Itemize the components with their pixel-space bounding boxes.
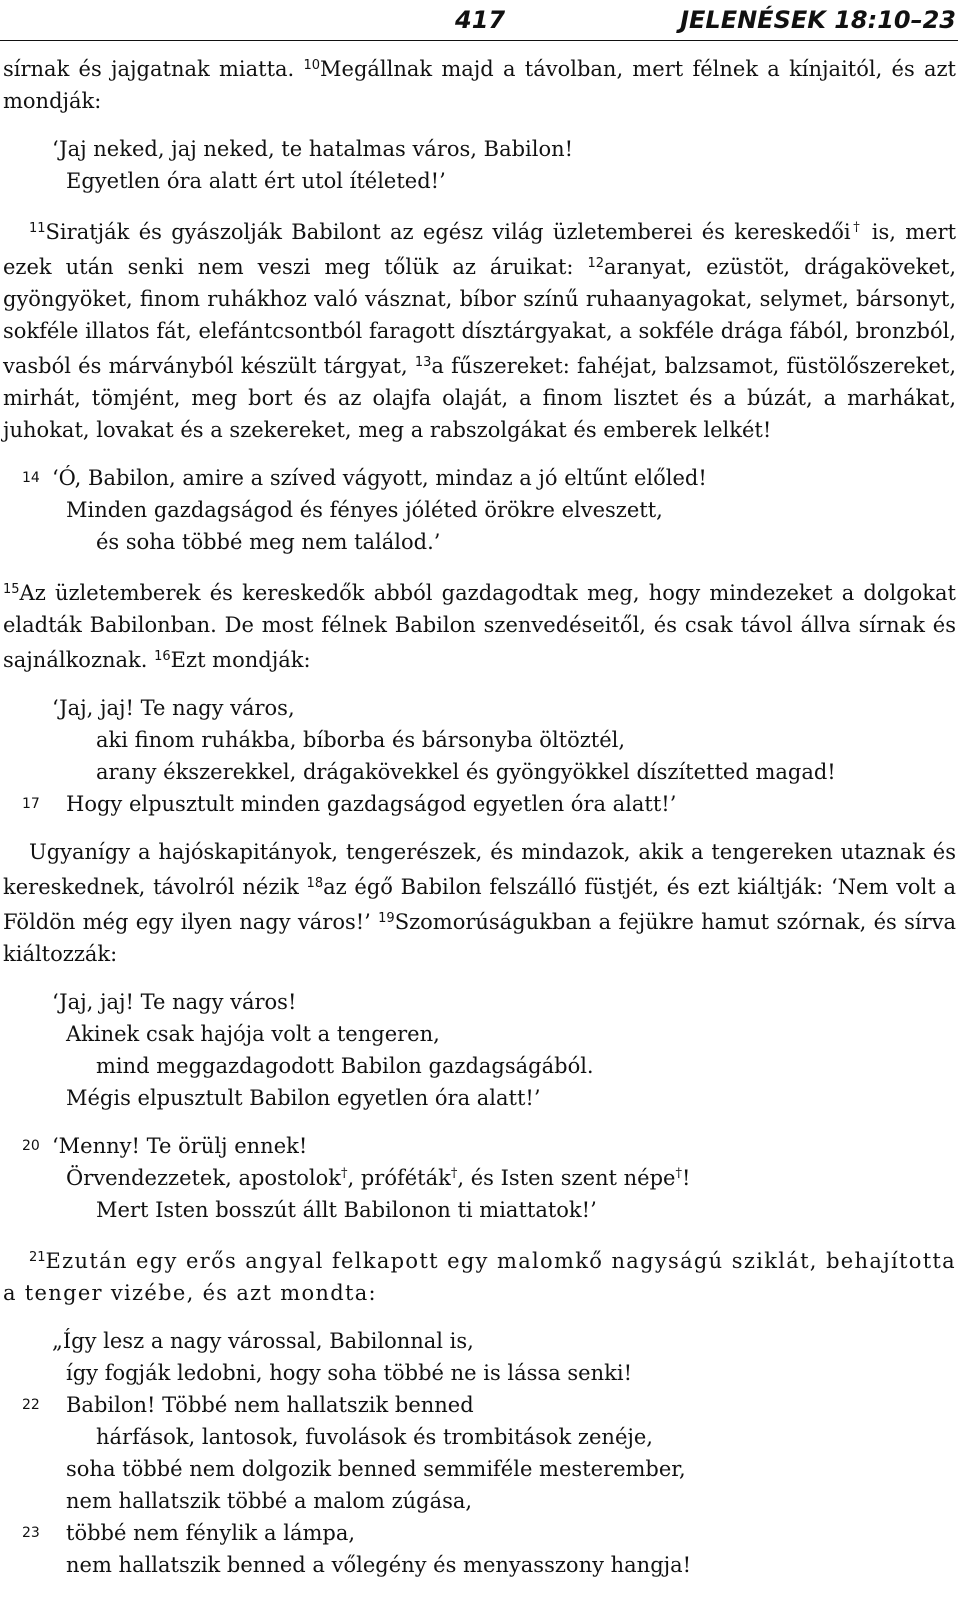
poem-line: így fogják ledobni, hogy soha többé ne is lássa senki! (66, 1361, 633, 1385)
text: ‘Ó, Babilon, amire a szíved vágyott, mindaz a jó eltűnt előled! (52, 466, 707, 490)
margin-verse-number: 23 (22, 1525, 40, 1541)
poem-line (0, 1162, 958, 1194)
text: Ugyanígy a hajóskapitányok, tengerészek, és mindazok, akik a tengereken utaznak és kereskednek, távolról nézik (3, 840, 956, 899)
footnote-dagger[interactable]: † (450, 1166, 458, 1181)
poem-line: nem hallatszik többé a malom zúgása, (66, 1489, 473, 1513)
verse-number: 11 (29, 221, 46, 236)
text: az égő Babilon felszálló füstjét, és ezt kiáltják: ‘Nem volt a Földön még egy ilyen nagy város!’ (3, 875, 956, 934)
text: Babilon! Többé nem hallatszik benned (66, 1393, 474, 1417)
verse-number: 12 (587, 256, 605, 271)
text: , próféták (347, 1166, 451, 1190)
text: ! (681, 1166, 691, 1190)
text: sírnak és jajgatnak miatta. (3, 57, 304, 81)
poem-line (0, 1517, 958, 1549)
poem-verse-14 (0, 462, 958, 558)
poem-line: Mert Isten bosszút állt Babilonon ti miattatok!’ (96, 1198, 597, 1222)
running-header (0, 4, 958, 41)
poem-line: ‘Jaj neked, jaj neked, te hatalmas város, Babilon! (52, 137, 574, 161)
text: aranyat, ezüstöt, drágaköveket, gyöngyöket, finom ruhákhoz való vásznat, bíbor színű ruhaanyagokat, selymet, bársonyt, sokféle illatos fát, elefántcsontból faragott dísztárgyakat, a sokféle drága fából, bronzból, vasból és márványból készült tárgyat, (3, 255, 956, 378)
scripture-text (0, 50, 958, 1597)
verse-number: 13 (414, 355, 432, 370)
poem-line: hárfások, lantosok, fuvolások és trombitások zenéje, (96, 1425, 653, 1449)
poem-line: mind meggazdagodott Babilon gazdagságából. (96, 1054, 594, 1078)
paragraph-verse-15 (0, 574, 958, 676)
text: is, mert ezek után senki nem veszi meg tőlük az áruikat: (3, 220, 957, 279)
poem-line: és soha többé meg nem találod.’ (96, 530, 441, 554)
margin-verse-number: 20 (22, 1138, 40, 1154)
text: többé nem fénylik a lámpa, (66, 1521, 356, 1545)
text: Az üzletemberek és kereskedők abból gazdagodtak meg, hogy mindezeket a dolgokat eladták Babilonban. De most félnek Babilon szenvedéseitől, és csak távol állva sírnak és sajnálkoznak. (3, 581, 956, 672)
paragraph-verse-17 (0, 836, 958, 970)
poem-line: Akinek csak hajója volt a tengeren, (66, 1022, 440, 1046)
footnote-dagger[interactable]: † (341, 1166, 348, 1181)
text: Ezt mondják: (170, 648, 311, 672)
poem-line (0, 1389, 958, 1421)
footnote-dagger[interactable]: † (850, 220, 863, 235)
verse-number: 10 (303, 58, 321, 73)
text: ‘Menny! Te örülj ennek! (52, 1134, 308, 1158)
text: Örvendezzetek, apostolok (66, 1166, 341, 1190)
poem-line: ‘Jaj, jaj! Te nagy város, (52, 696, 295, 720)
text: Siratják és gyászolják Babilont az egész világ üzletemberei és kereskedői (45, 220, 851, 244)
poem-line: „Így lesz a nagy várossal, Babilonnal is, (52, 1329, 474, 1353)
poem-line (0, 788, 958, 820)
text: Megállnak majd a távolban, mert félnek a kínjaitól, és azt mondják: (3, 57, 956, 113)
verse-number: 16 (154, 649, 171, 664)
text: a fűszereket: fahéjat, balzsamot, füstölőszereket, mirhát, tömjént, meg bort és az olajfa olaját, a finom lisztet és a búzát, a marhákat, juhokat, lovakat és a szekereket, meg a rabszolgákat és emberek lelkét! (3, 354, 957, 442)
verse-number: 18 (306, 876, 324, 891)
text: , és Isten szent népe (457, 1166, 676, 1190)
poem-line: aki finom ruhákba, bíborba és bársonyba öltöztél, (96, 728, 626, 752)
poem-verse-21 (0, 1325, 958, 1581)
margin-verse-number: 17 (22, 796, 40, 812)
poem-line: nem hallatszik benned a vőlegény és menyasszony hangja! (66, 1553, 692, 1577)
footnote-dagger[interactable]: † (675, 1166, 682, 1181)
paragraph-verse-21 (0, 1242, 958, 1309)
verse-number: 19 (378, 911, 395, 926)
poem-line (0, 462, 958, 494)
text: Hogy elpusztult minden gazdagságod egyetlen óra alatt!’ (66, 792, 677, 816)
poem-verse-16 (0, 692, 958, 820)
poem-line: arany ékszerekkel, drágakövekkel és gyöngyökkel díszítetted magad! (96, 760, 836, 784)
page-number: 417 (455, 6, 506, 34)
margin-verse-number: 14 (22, 470, 40, 486)
margin-verse-number: 22 (22, 1397, 40, 1413)
poem-line: soha többé nem dolgozik benned semmiféle mesterember, (66, 1457, 686, 1481)
poem-verse-10 (0, 133, 958, 197)
poem-line (0, 1130, 958, 1162)
paragraph-verse-11 (0, 213, 958, 446)
poem-line: ‘Jaj, jaj! Te nagy város! (52, 990, 297, 1014)
poem-line: Mégis elpusztult Babilon egyetlen óra alatt!’ (66, 1086, 541, 1110)
verse-number: 15 (3, 582, 20, 597)
verse-number: 21 (29, 1250, 46, 1265)
poem-line: Minden gazdagságod és fényes jóléted örökre elveszett, (66, 498, 663, 522)
poem-verse-19 (0, 986, 958, 1226)
poem-line: Egyetlen óra alatt ért utol ítéleted!’ (66, 169, 446, 193)
paragraph-verse-10 (0, 50, 958, 117)
text: Ezután egy erős angyal felkapott egy malomkő nagyságú sziklát, behajította a tenger vizébe, és azt mondta: (3, 1249, 956, 1305)
text: Szomorúságukban a fejükre hamut szórnak, és sírva kiáltozzák: (3, 910, 956, 966)
chapter-reference: JELENÉSEK 18:10–23 (680, 6, 956, 34)
